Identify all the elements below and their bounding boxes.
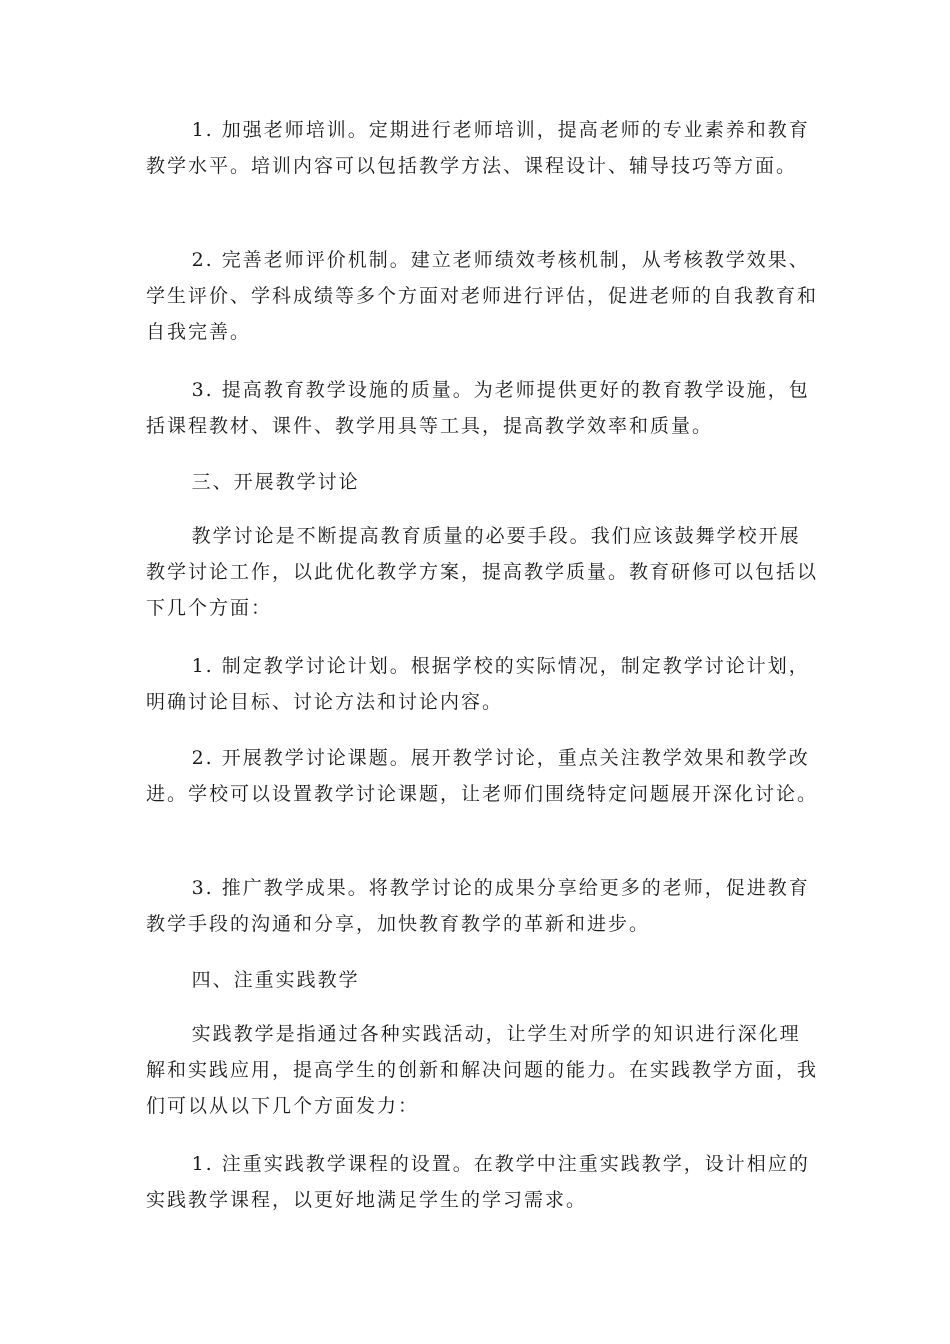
paragraph-teacher-evaluation: 2. 完善老师评价机制。建立老师绩效考核机制，从考核教学效果、学生评价、学科成绩等多个方面对老师进行评估，促进老师的自我教育和自我完善。: [146, 249, 819, 343]
paragraph-practice-intro: 实践教学是指通过各种实践活动，让学生对所学的知识进行深化理解和实践应用，提高学生的创新和解决问题的能力。在实践教学方面，我们可以从以下几个方面发力：: [146, 1023, 819, 1117]
paragraph-teacher-training: 1. 加强老师培训。定期进行老师培训，提高老师的专业素养和教育教学水平。培训内容可以包括教学方法、课程设计、辅导技巧等方面。: [146, 119, 810, 177]
paragraph-discussion-plan: 1. 制定教学讨论计划。根据学校的实际情况，制定教学讨论计划，明确讨论目标、讨论方法和讨论内容。: [146, 655, 810, 713]
paragraph-teaching-facilities: 3. 提高教育教学设施的质量。为老师提供更好的教育教学设施，包括课程教材、课件、教学用具等工具，提高教学效率和质量。: [146, 379, 810, 437]
paragraph-discussion-topics: 2. 开展教学讨论课题。展开教学讨论，重点关注教学效果和教学改进。学校可以设置教学讨论课题，让老师们围绕特定问题展开深化讨论。: [146, 747, 819, 805]
paragraph-practice-courses: 1. 注重实践教学课程的设置。在教学中注重实践教学，设计相应的实践教学课程，以更好地满足学生的学习需求。: [146, 1153, 810, 1211]
paragraph-discussion-intro: 教学讨论是不断提高教育质量的必要手段。我们应该鼓舞学校开展教学讨论工作，以此优化教学方案，提高教学质量。教育研修可以包括以下几个方面：: [146, 525, 819, 619]
section-heading-practice-teaching: 四、注重实践教学: [191, 969, 360, 991]
section-heading-teaching-discussion: 三、开展教学讨论: [191, 471, 360, 493]
paragraph-promote-results: 3. 推广教学成果。将教学讨论的成果分享给更多的老师，促进教育教学手段的沟通和分享，加快教育教学的革新和进步。: [146, 877, 810, 935]
